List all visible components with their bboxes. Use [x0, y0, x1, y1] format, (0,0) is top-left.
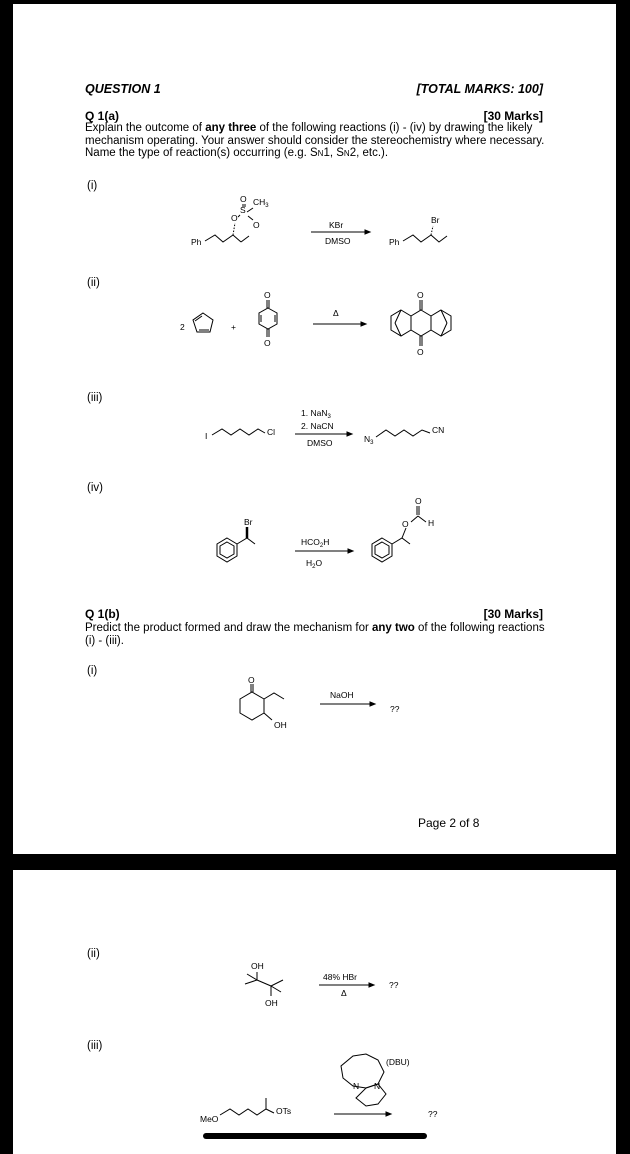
product-chain — [376, 430, 430, 437]
q1a-instructions: Explain the outcome of any three of the following reactions (i) - (iv) by drawing the likely mechanism operating. Your answer should consider the stereochemistry where necessary. Name the type of reaction(s) occurring (e.g. SN1, SN2, etc.). — [85, 122, 545, 159]
reagent-kbr: KBr — [329, 220, 344, 230]
q1a-item-iv: (iv) — [87, 482, 103, 494]
substrate-chain — [205, 235, 241, 242]
stereo-bond — [233, 223, 235, 235]
q1b-instructions: Predict the product formed and draw the mechanism for any two of the following reactions (i) - (iii). — [85, 622, 545, 647]
exam-page-2 — [13, 870, 616, 1154]
svg-text:CN: CN — [432, 425, 445, 435]
product-unknown: ?? — [390, 704, 400, 714]
svg-text:OH: OH — [251, 961, 264, 971]
q1b-label: Q 1(b) — [85, 607, 120, 621]
substrate-chain — [212, 429, 265, 435]
exam-page-1 — [13, 4, 616, 854]
svg-text:O: O — [253, 220, 260, 230]
svg-text:O: O — [417, 290, 424, 300]
svg-text:2. NaCN: 2. NaCN — [301, 421, 334, 431]
q1b-item-ii: (ii) — [87, 948, 100, 960]
product-unknown: ?? — [389, 980, 399, 990]
svg-text:2: 2 — [180, 322, 185, 332]
dbu-label: (DBU) — [386, 1057, 410, 1067]
svg-text:O: O — [240, 194, 247, 204]
benzoquinone-ring — [259, 308, 277, 329]
reaction-a-iii-scheme — [183, 400, 483, 454]
svg-text:O: O — [417, 347, 424, 357]
delta-label: Δ — [333, 308, 339, 318]
svg-text:S: S — [240, 205, 246, 215]
home-indicator[interactable] — [203, 1133, 427, 1139]
reagent-naoh: NaOH — [330, 690, 354, 700]
side-chain — [237, 538, 255, 544]
reaction-a-ii-scheme — [173, 286, 473, 368]
q1a-marks: [30 Marks] — [483, 109, 543, 123]
reaction-b-ii-scheme — [233, 958, 433, 1018]
svg-text:H2O: $H_2O$ — [306, 558, 323, 570]
svg-text:Δ: Δ — [341, 988, 347, 998]
br-label: Br — [431, 215, 440, 225]
ph-right-label: Ph — [389, 237, 400, 247]
svg-text:O: O — [248, 675, 255, 685]
product-chain — [403, 235, 447, 242]
svg-text:O: O — [415, 496, 422, 506]
reaction-a-i-scheme — [183, 190, 483, 254]
svg-text:Br: Br — [244, 517, 253, 527]
page-number: Page 2 of 8 — [418, 816, 480, 830]
question-title: QUESTION 1 — [85, 82, 161, 96]
svg-text:I: I — [205, 431, 208, 441]
q1a-item-i: (i) — [87, 180, 98, 192]
reagent-hbr: 48% HBr — [323, 972, 358, 982]
svg-text:OH: OH — [265, 998, 278, 1008]
svg-text:N3: $N_3$ — [364, 434, 374, 446]
svg-text:+: + — [231, 322, 236, 332]
product-unknown: ?? — [428, 1109, 438, 1119]
svg-text:MeO: MeO — [200, 1114, 219, 1124]
svg-text:O: O — [264, 290, 271, 300]
svg-text:O: O — [264, 338, 271, 348]
reaction-b-i-scheme — [228, 672, 428, 742]
svg-text:OH: OH — [274, 720, 287, 730]
svg-text:O: O — [402, 519, 409, 529]
q1b-item-i: (i) — [87, 665, 98, 677]
ph-left-label: Ph — [191, 237, 202, 247]
svg-text:OTs: OTs — [276, 1106, 292, 1116]
svg-text:O: O — [231, 213, 238, 223]
q1a-item-ii: (ii) — [87, 277, 100, 289]
svg-text:HCO2H: $HCO_2H$ — [301, 537, 330, 549]
svg-text:1. NaN3: 1. NaN$_3$ — [301, 408, 331, 420]
reaction-a-iv-scheme — [198, 494, 478, 574]
diels-alder-adduct — [391, 300, 451, 346]
substrate-methyl — [241, 236, 249, 242]
reaction-b-iii-scheme — [198, 1052, 458, 1134]
svg-text:N: N — [374, 1081, 381, 1091]
reagent-dmso: DMSO — [325, 236, 351, 246]
q1b-item-iii: (iii) — [87, 1040, 103, 1052]
cyclopentadiene-ring — [193, 313, 213, 332]
svg-text:Cl: Cl — [267, 427, 276, 437]
q1a-item-iii: (iii) — [87, 392, 103, 404]
q1a-label: Q 1(a) — [85, 109, 120, 123]
q1b-marks: [30 Marks] — [483, 607, 543, 621]
svg-text:DMSO: DMSO — [307, 438, 333, 448]
cyclohexanone-ring — [240, 692, 264, 720]
svg-text:N: N — [353, 1081, 360, 1091]
svg-text:H: H — [428, 518, 435, 528]
svg-text:CH3: $CH_3$ — [253, 197, 269, 209]
substrate-chain — [220, 1109, 274, 1115]
total-marks: [TOTAL MARKS: 100] — [416, 82, 543, 96]
side-chain — [264, 693, 284, 699]
